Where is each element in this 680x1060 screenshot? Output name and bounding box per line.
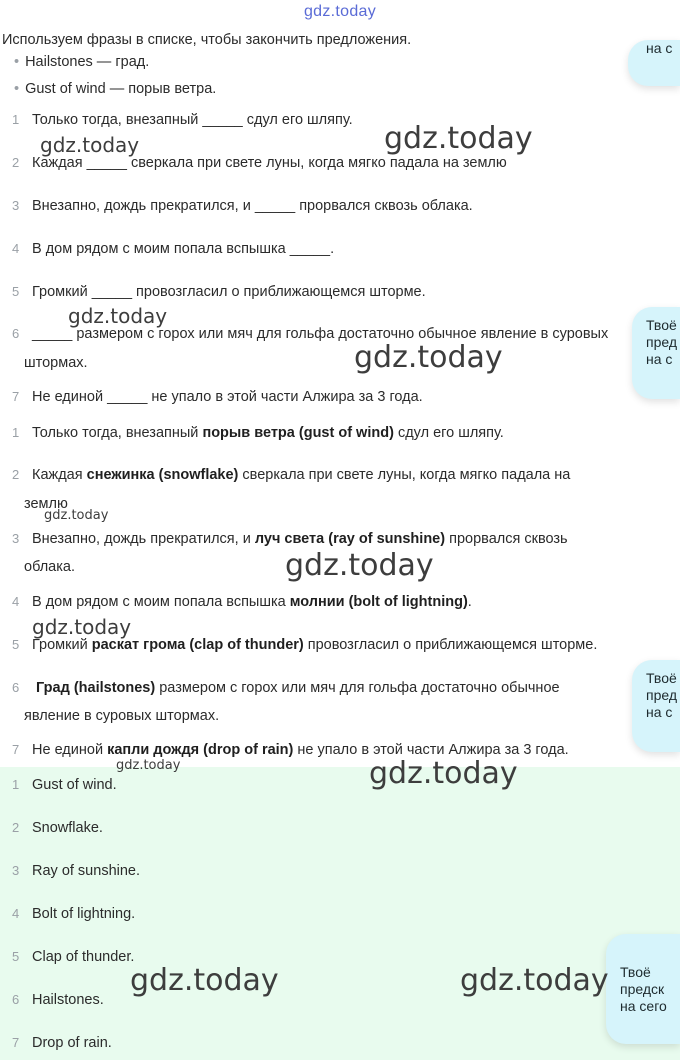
watermark: gdz.today <box>285 548 434 583</box>
question-item-cont: штормах. <box>24 355 88 371</box>
question-item: 5 Громкий _____ провозгласил о приближающемся шторме. <box>12 284 426 300</box>
watermark: gdz.today <box>40 133 140 157</box>
promo-bubble[interactable]: Твоё предск на сего <box>606 934 680 1044</box>
answer-item: 4 В дом рядом с моим попала вспышка молнии (bolt of lightning). <box>12 594 472 610</box>
answer-item: 6 Град (hailstones) размером с горох или мяч для гольфа достаточно обычное <box>12 680 560 696</box>
short-answer-item: 7 Drop of rain. <box>12 1035 112 1051</box>
watermark: gdz.today <box>460 963 609 998</box>
watermark: gdz.today <box>354 340 503 375</box>
watermark: gdz.today <box>116 758 181 773</box>
vocab-item: • Gust of wind — порыв ветра. <box>14 81 217 97</box>
bullet-icon: • <box>14 81 20 97</box>
answer-item-cont: явление в суровых штормах. <box>24 708 220 724</box>
watermark: gdz.today <box>369 756 518 791</box>
bullet-icon: • <box>14 54 20 70</box>
task-instruction: Используем фразы в списке, чтобы закончить предложения. <box>2 32 412 48</box>
answer-item-cont: землю <box>24 496 68 512</box>
question-item: 3 Внезапно, дождь прекратился, и _____ прорвался сквозь облака. <box>12 198 473 214</box>
answer-item: 2 Каждая снежинка (snowflake) сверкала при свете луны, когда мягко падала на <box>12 467 571 483</box>
short-answer-item: 4 Bolt of lightning. <box>12 906 136 922</box>
watermark: gdz.today <box>32 615 132 639</box>
short-answer-item: 5 Clap of thunder. <box>12 949 135 965</box>
short-answer-item: 1 Gust of wind. <box>12 777 117 793</box>
promo-bubble[interactable]: Твоё пред на с <box>632 307 680 399</box>
answer-item: 5 Громкий раскат грома (clap of thunder) провозгласил о приближающемся шторме. <box>12 637 598 653</box>
short-answer-item: 6 Hailstones. <box>12 992 104 1008</box>
answer-item-cont: облака. <box>24 559 75 575</box>
question-item: 1 Только тогда, внезапный _____ сдул его шляпу. <box>12 112 353 128</box>
question-item: 7 Не единой _____ не упало в этой части Алжира за 3 года. <box>12 389 423 405</box>
promo-bubble[interactable]: на с <box>628 40 680 86</box>
question-item: 4 В дом рядом с моим попала вспышка _____. <box>12 241 335 257</box>
answer-item: 3 Внезапно, дождь прекратился, и луч света (ray of sunshine) прорвался сквозь <box>12 531 568 547</box>
watermark: gdz.today <box>44 508 109 523</box>
watermark: gdz.today <box>130 963 279 998</box>
vocab-item: • Hailstones — град. <box>14 54 150 70</box>
question-item: 6 _____ размером с горох или мяч для гольфа достаточно обычное явление в суровых <box>12 326 609 342</box>
short-answer-item: 3 Ray of sunshine. <box>12 863 141 879</box>
site-logo[interactable]: gdz.today <box>303 3 377 20</box>
watermark: gdz.today <box>68 304 168 328</box>
question-item: 2 Каждая _____ сверкала при свете луны, когда мягко падала на землю <box>12 155 507 171</box>
short-answer-item: 2 Snowflake. <box>12 820 103 836</box>
watermark: gdz.today <box>384 121 533 156</box>
promo-bubble[interactable]: Твоё пред на с <box>632 660 680 752</box>
answer-item: 1 Только тогда, внезапный порыв ветра (gust of wind) сдул его шляпу. <box>12 425 504 441</box>
answer-item: 7 Не единой капли дождя (drop of rain) не упало в этой части Алжира за 3 года. <box>12 742 569 758</box>
